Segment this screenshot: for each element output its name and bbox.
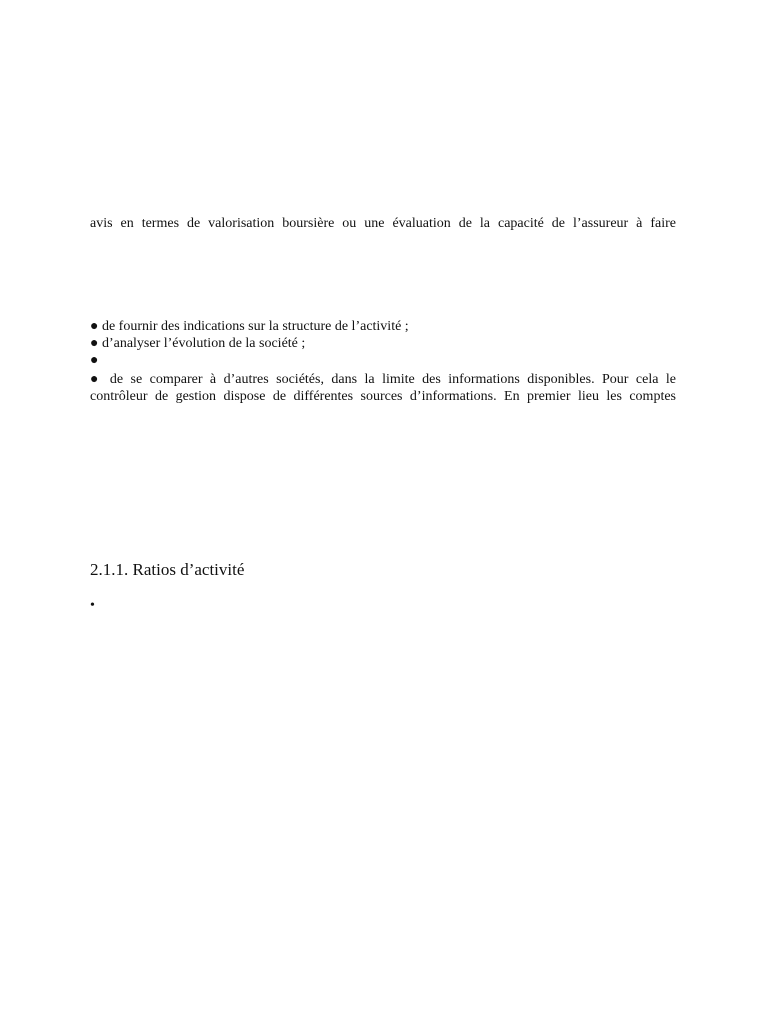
text-line: avis en termes de valorisation boursière ou une évaluation de la capacité de l’assureur à faire [90, 216, 676, 231]
bullet-item: • [90, 598, 95, 613]
bullet-item: ● d’analyser l’évolution de la société ; [90, 336, 306, 351]
bullet-item: ● [90, 353, 99, 368]
bullet-item: ● de fournir des indications sur la structure de l’activité ; [90, 319, 409, 334]
bullet-item: ● de se comparer à d’autres sociétés, dans la limite des informations disponibles. Pour cela le [90, 372, 676, 387]
text-line: contrôleur de gestion dispose de différentes sources d’informations. En premier lieu les comptes [90, 389, 676, 404]
section-heading: 2.1.1. Ratios d’activité [90, 560, 245, 579]
